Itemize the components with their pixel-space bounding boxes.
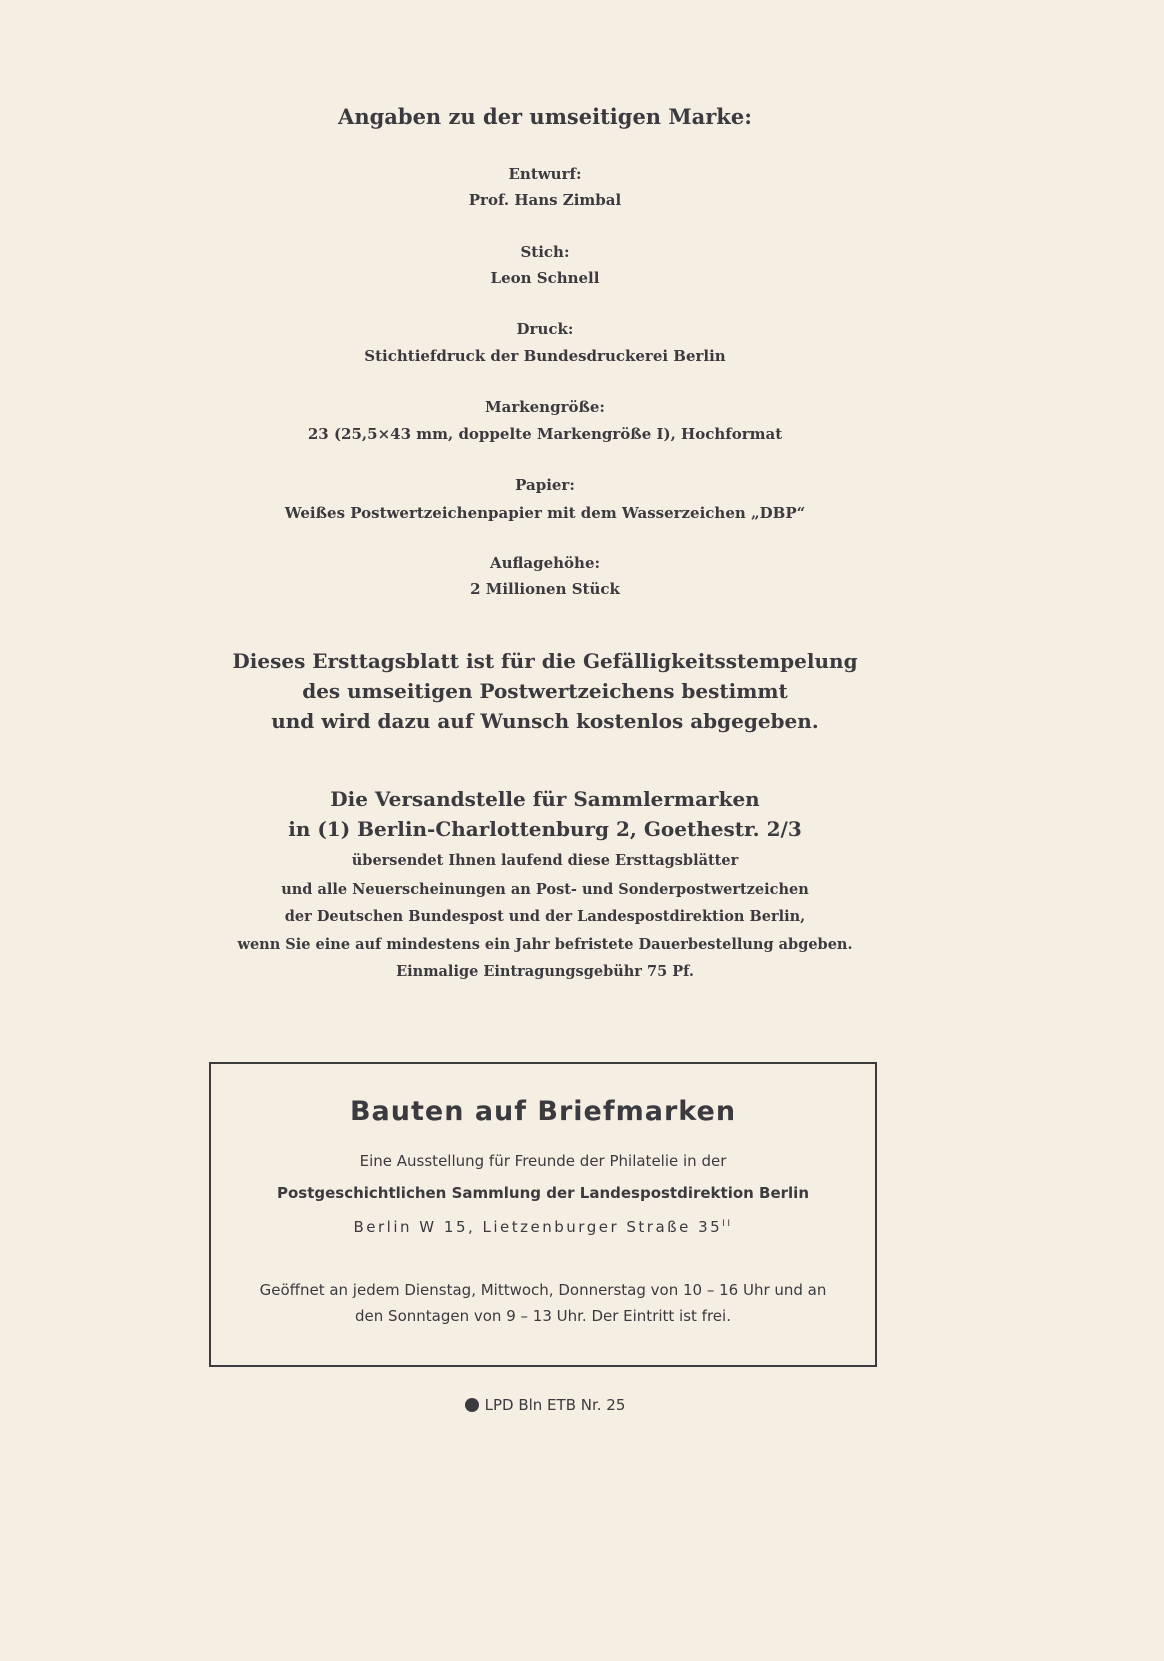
- exhibition-address: Berlin W 15, Lietzenburger Straße 35: [353, 1218, 723, 1236]
- detail-label: Entwurf:: [508, 165, 582, 183]
- notice-line: Dieses Ersttagsblatt ist für die Gefälligkeitsstempelung: [232, 649, 858, 673]
- detail-label: Auflagehöhe:: [489, 554, 601, 572]
- service-line: übersendet Ihnen laufend diese Ersttagsblätter: [351, 852, 739, 869]
- detail-value: Prof. Hans Zimbal: [468, 191, 622, 209]
- detail-value: 2 Millionen Stück: [470, 580, 620, 598]
- detail-value: Weißes Postwertzeichenpapier mit dem Wasserzeichen „DBP“: [284, 504, 806, 522]
- detail-label: Papier:: [515, 476, 575, 494]
- exhibition-hours: den Sonntagen von 9 – 13 Uhr. Der Eintritt ist frei.: [355, 1307, 731, 1325]
- footer: [0, 1396, 1090, 1414]
- notice-line: und wird dazu auf Wunsch kostenlos abgegeben.: [271, 709, 819, 733]
- service-line: der Deutschen Bundespost und der Landespostdirektion Berlin,: [284, 908, 806, 925]
- detail-value: 23 (25,5×43 mm, doppelte Markengröße I), Hochformat: [307, 425, 783, 443]
- service-line: wenn Sie eine auf mindestens ein Jahr befristete Dauerbestellung abgeben.: [237, 936, 853, 953]
- service-title: in (1) Berlin-Charlottenburg 2, Goethestr. 2/3: [288, 817, 802, 841]
- exhibition-hours: Geöffnet an jedem Dienstag, Mittwoch, Donnerstag von 10 – 16 Uhr und an: [259, 1281, 827, 1299]
- exhibition-title: Bauten auf Briefmarken: [349, 1096, 737, 1127]
- exhibition-address-line: [211, 1218, 875, 1236]
- exhibition-box: [209, 1062, 877, 1367]
- service-title: Die Versandstelle für Sammlermarken: [330, 787, 760, 811]
- exhibition-floor: II: [722, 1219, 733, 1229]
- post-emblem-icon: [465, 1398, 479, 1412]
- footer-reference: LPD Bln ETB Nr. 25: [484, 1396, 626, 1414]
- detail-label: Markengröße:: [485, 398, 605, 416]
- page-heading: Angaben zu der umseitigen Marke:: [338, 104, 752, 129]
- detail-label: Druck:: [516, 320, 574, 338]
- exhibition-venue: Postgeschichtlichen Sammlung der Landespostdirektion Berlin: [276, 1184, 810, 1202]
- detail-label: Stich:: [520, 243, 570, 261]
- detail-value: Stichtiefdruck der Bundesdruckerei Berlin: [364, 347, 726, 365]
- service-line: Einmalige Eintragungsgebühr 75 Pf.: [396, 963, 694, 980]
- detail-value: Leon Schnell: [490, 269, 600, 287]
- notice-line: des umseitigen Postwertzeichens bestimmt: [302, 679, 788, 703]
- exhibition-intro: Eine Ausstellung für Freunde der Philatelie in der: [359, 1152, 727, 1170]
- service-line: und alle Neuerscheinungen an Post- und Sonderpostwertzeichen: [281, 881, 809, 898]
